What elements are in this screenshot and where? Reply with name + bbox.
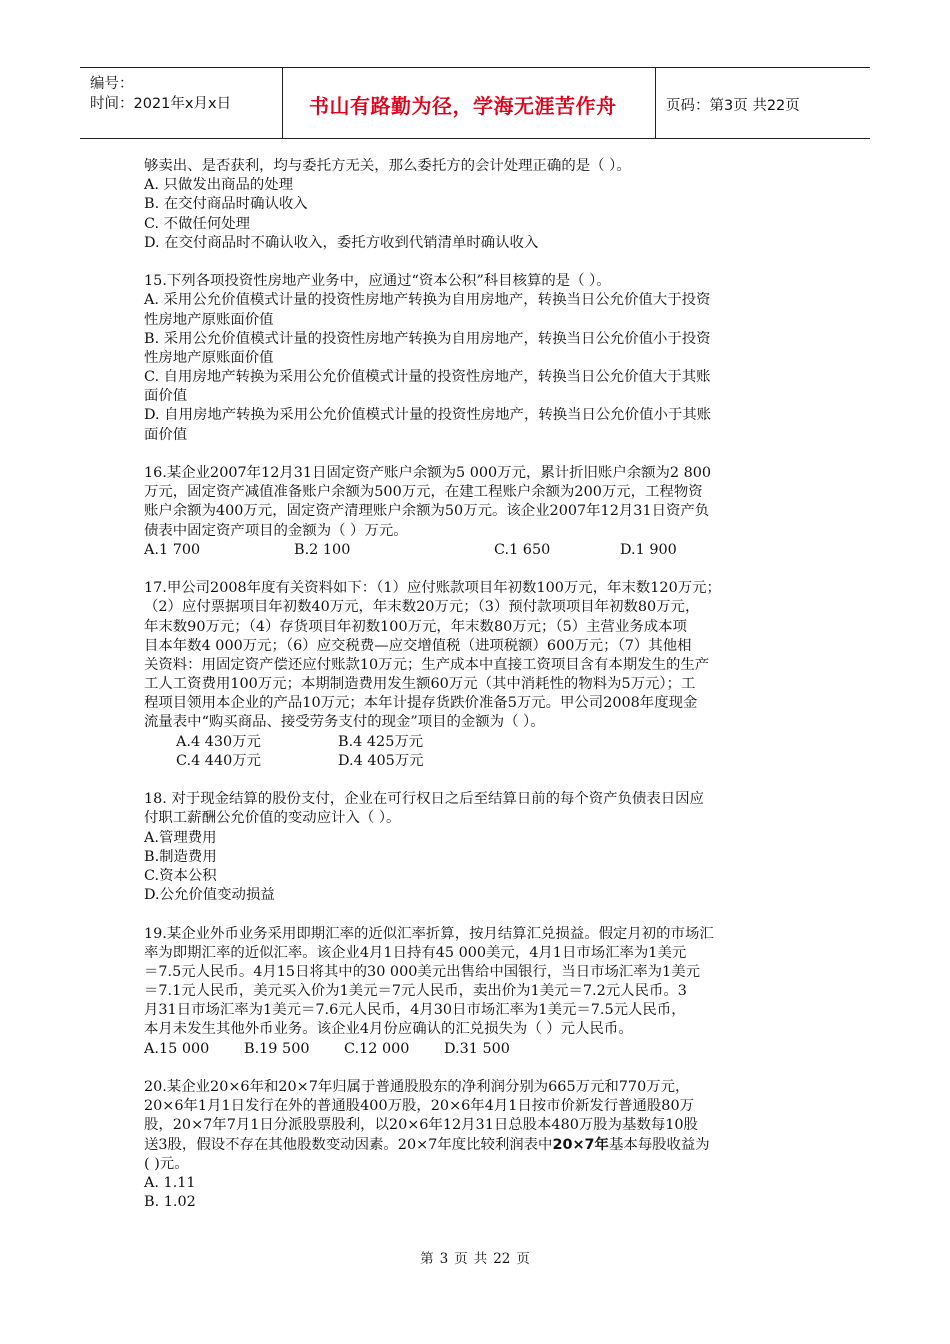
motto-text: 书山有路勤为径，学海无涯苦作舟 [309, 94, 617, 118]
question-line: 程项目领用本企业的产品10万元；本年计提存货跌价准备5万元。甲公司2008年度现金 [144, 695, 698, 712]
question-line: 股，20×7年7月1日分派股票股利，以20×6年12月31日总股本480万股为基数每10股 [144, 1117, 698, 1134]
question-line: ＝7.5元人民币。4月15日将其中的30 000美元出售给中国银行，当日市场汇率为1美元 [144, 963, 700, 980]
question-line: 账户余额为400万元，固定资产清理账户余额为50万元。该企业2007年12月31日资产负 [144, 503, 710, 520]
option-a: A. 只做发出商品的处理 [144, 177, 294, 194]
option-b-cont: 性房地产原账面价值 [144, 349, 274, 366]
time-label: 时间：2021年x月x日 [90, 96, 232, 112]
option-c-cont: 面价值 [144, 388, 188, 405]
option-b: B.19 500 [244, 1040, 310, 1057]
question-19 [144, 925, 824, 1059]
option-d: D.31 500 [444, 1040, 510, 1057]
question-line: 16.某企业2007年12月31日固定资产账户余额为5 000万元，累计折旧账户余额为2 800 [144, 465, 712, 481]
question-line [144, 1136, 824, 1155]
option-b: B. 在交付商品时确认收入 [144, 196, 308, 213]
option-b: B.2 100 [294, 541, 351, 558]
option-a: A. 采用公允价值模式计量的投资性房地产转换为自用房地产，转换当日公允价值大于投资 [144, 292, 711, 309]
option-a: A.4 430万元 [176, 733, 261, 750]
question-line: 目本年数4 000万元；（6）应交税费—应交增值税（进项税额）600万元；（7）其他相 [144, 637, 692, 654]
option-b: B. 采用公允价值模式计量的投资性房地产转换为自用房地产，转换当日公允价值小于投资 [144, 330, 711, 347]
page-info: 页码：第3页 共22页 [666, 98, 800, 114]
option-c: C.12 000 [344, 1040, 410, 1057]
question-14-tail [144, 157, 824, 253]
question-line: 19.某企业外币业务采用即期汇率的近似汇率折算，按月结算汇兑损益。假定月初的市场汇 [144, 925, 714, 942]
question-line: 工人工资费用100万元；本期制造费用发生额60万元（其中消耗性的物料为5万元）；工 [144, 676, 696, 693]
option-d: D.1 900 [620, 541, 677, 558]
option-d: D. 自用房地产转换为采用公允价值模式计量的投资性房地产，转换当日公允价值小于其账 [144, 407, 712, 424]
question-line: 20×6年1月1日发行在外的普通股400万股，20×6年4月1日按市价新发行普通股80万 [144, 1098, 695, 1115]
question-line: 关资料：用固定资产偿还应付账款10万元；生产成本中直接工资项目含有本期发生的生产 [144, 656, 710, 673]
question-stem: 够卖出、是否获利，均与委托方无关，那么委托方的会计处理正确的是（ ）。 [144, 158, 631, 174]
bold-year: 20×7年 [552, 1136, 609, 1153]
question-line: 万元，固定资产减值准备账户余额为500万元，在建工程账户余额为200万元，工程物资 [144, 484, 703, 501]
question-line: 债表中固定资产项目的金额为（ ）万元。 [144, 522, 408, 539]
line-text: 送3股，假设不存在其他股数变动因素。20×7年度比较利润表中 [144, 1136, 553, 1153]
options-row [144, 1040, 824, 1059]
option-a: A.15 000 [144, 1040, 210, 1057]
page-header [80, 67, 870, 139]
question-content [144, 157, 824, 1212]
line-text: 基本每股收益为 [608, 1136, 710, 1153]
question-17 [144, 579, 824, 771]
question-line: 月31日市场汇率为1美元＝7.6元人民币，4月30日市场汇率为1美元＝7.5元人民币， [144, 1002, 686, 1019]
question-16 [144, 464, 824, 560]
question-line: 18. 对于现金结算的股份支付，企业在可行权日之后至结算日前的每个资产负债表日因应 [144, 791, 704, 808]
footer-ye: 页 [454, 1251, 468, 1267]
question-line: ( )元。 [144, 1155, 189, 1172]
option-d: D. 在交付商品时不确认收入，委托方收到代销清单时确认收入 [144, 234, 539, 251]
question-20 [144, 1078, 824, 1212]
option-d: D.公允价值变动损益 [144, 887, 275, 904]
option-b: B. 1.02 [144, 1194, 196, 1211]
option-c: C. 自用房地产转换为采用公允价值模式计量的投资性房地产，转换当日公允价值大于其账 [144, 369, 711, 386]
question-line: 年末数90万元；（4）存货项目年初数100万元，年末数80万元；（5）主营业务成本项 [144, 618, 687, 635]
question-line: 流量表中“购买商品、接受劳务支付的现金”项目的金额为（ ）。 [144, 714, 545, 731]
option-a: A. 1.11 [144, 1174, 196, 1191]
header-page-cell [656, 68, 870, 138]
options-row [144, 752, 824, 771]
option-c: C.资本公积 [144, 867, 217, 884]
options-row [144, 733, 824, 752]
page-footer [0, 1247, 950, 1267]
option-c: C.1 650 [494, 541, 551, 558]
option-a-cont: 性房地产原账面价值 [144, 311, 274, 328]
option-b: B.制造费用 [144, 848, 217, 865]
question-15 [144, 272, 824, 445]
option-c: C.4 440万元 [176, 752, 262, 769]
question-line: 20.某企业20×6年和20×7年归属于普通股股东的净利润分别为665万元和770万元， [144, 1079, 690, 1095]
option-a: A.管理费用 [144, 829, 217, 846]
header-motto-cell [282, 68, 656, 138]
question-18 [144, 790, 824, 905]
options-row [144, 541, 824, 560]
footer-total-pages: 22 [493, 1251, 511, 1267]
footer-di: 第 [420, 1251, 434, 1267]
option-b: B.4 425万元 [338, 733, 424, 750]
question-line: （2）应付票据项目年初数40万元，年末数20万元；（3）预付款项项目年初数80万元， [144, 599, 700, 616]
footer-page-number: 3 [439, 1251, 449, 1267]
code-label: 编号： [90, 76, 134, 92]
option-d: D.4 405万元 [338, 752, 424, 769]
option-a: A.1 700 [144, 541, 201, 558]
footer-ye: 页 [516, 1251, 530, 1267]
option-d-cont: 面价值 [144, 426, 188, 443]
header-meta-cell [80, 68, 282, 138]
question-line: 率为即期汇率的近似汇率。该企业4月1日持有45 000美元，4月1日市场汇率为1美元 [144, 944, 687, 961]
option-c: C. 不做任何处理 [144, 215, 250, 232]
question-stem: 15.下列各项投资性房地产业务中，应通过“资本公积”科目核算的是（ ）。 [144, 273, 611, 290]
question-line: 17.甲公司2008年度有关资料如下：（1）应付账款项目年初数100万元，年末数120万元； [144, 580, 721, 597]
question-line: ＝7.1元人民币，美元买入价为1美元＝7元人民币，卖出价为1美元＝7.2元人民币。3 [144, 983, 687, 1000]
question-line: 付职工薪酬公允价值的变动应计入（ ）。 [144, 810, 401, 827]
footer-gong: 共 [473, 1251, 488, 1267]
question-line: 本月未发生其他外币业务。该企业4月份应确认的汇兑损失为（ ）元人民币。 [144, 1021, 633, 1038]
